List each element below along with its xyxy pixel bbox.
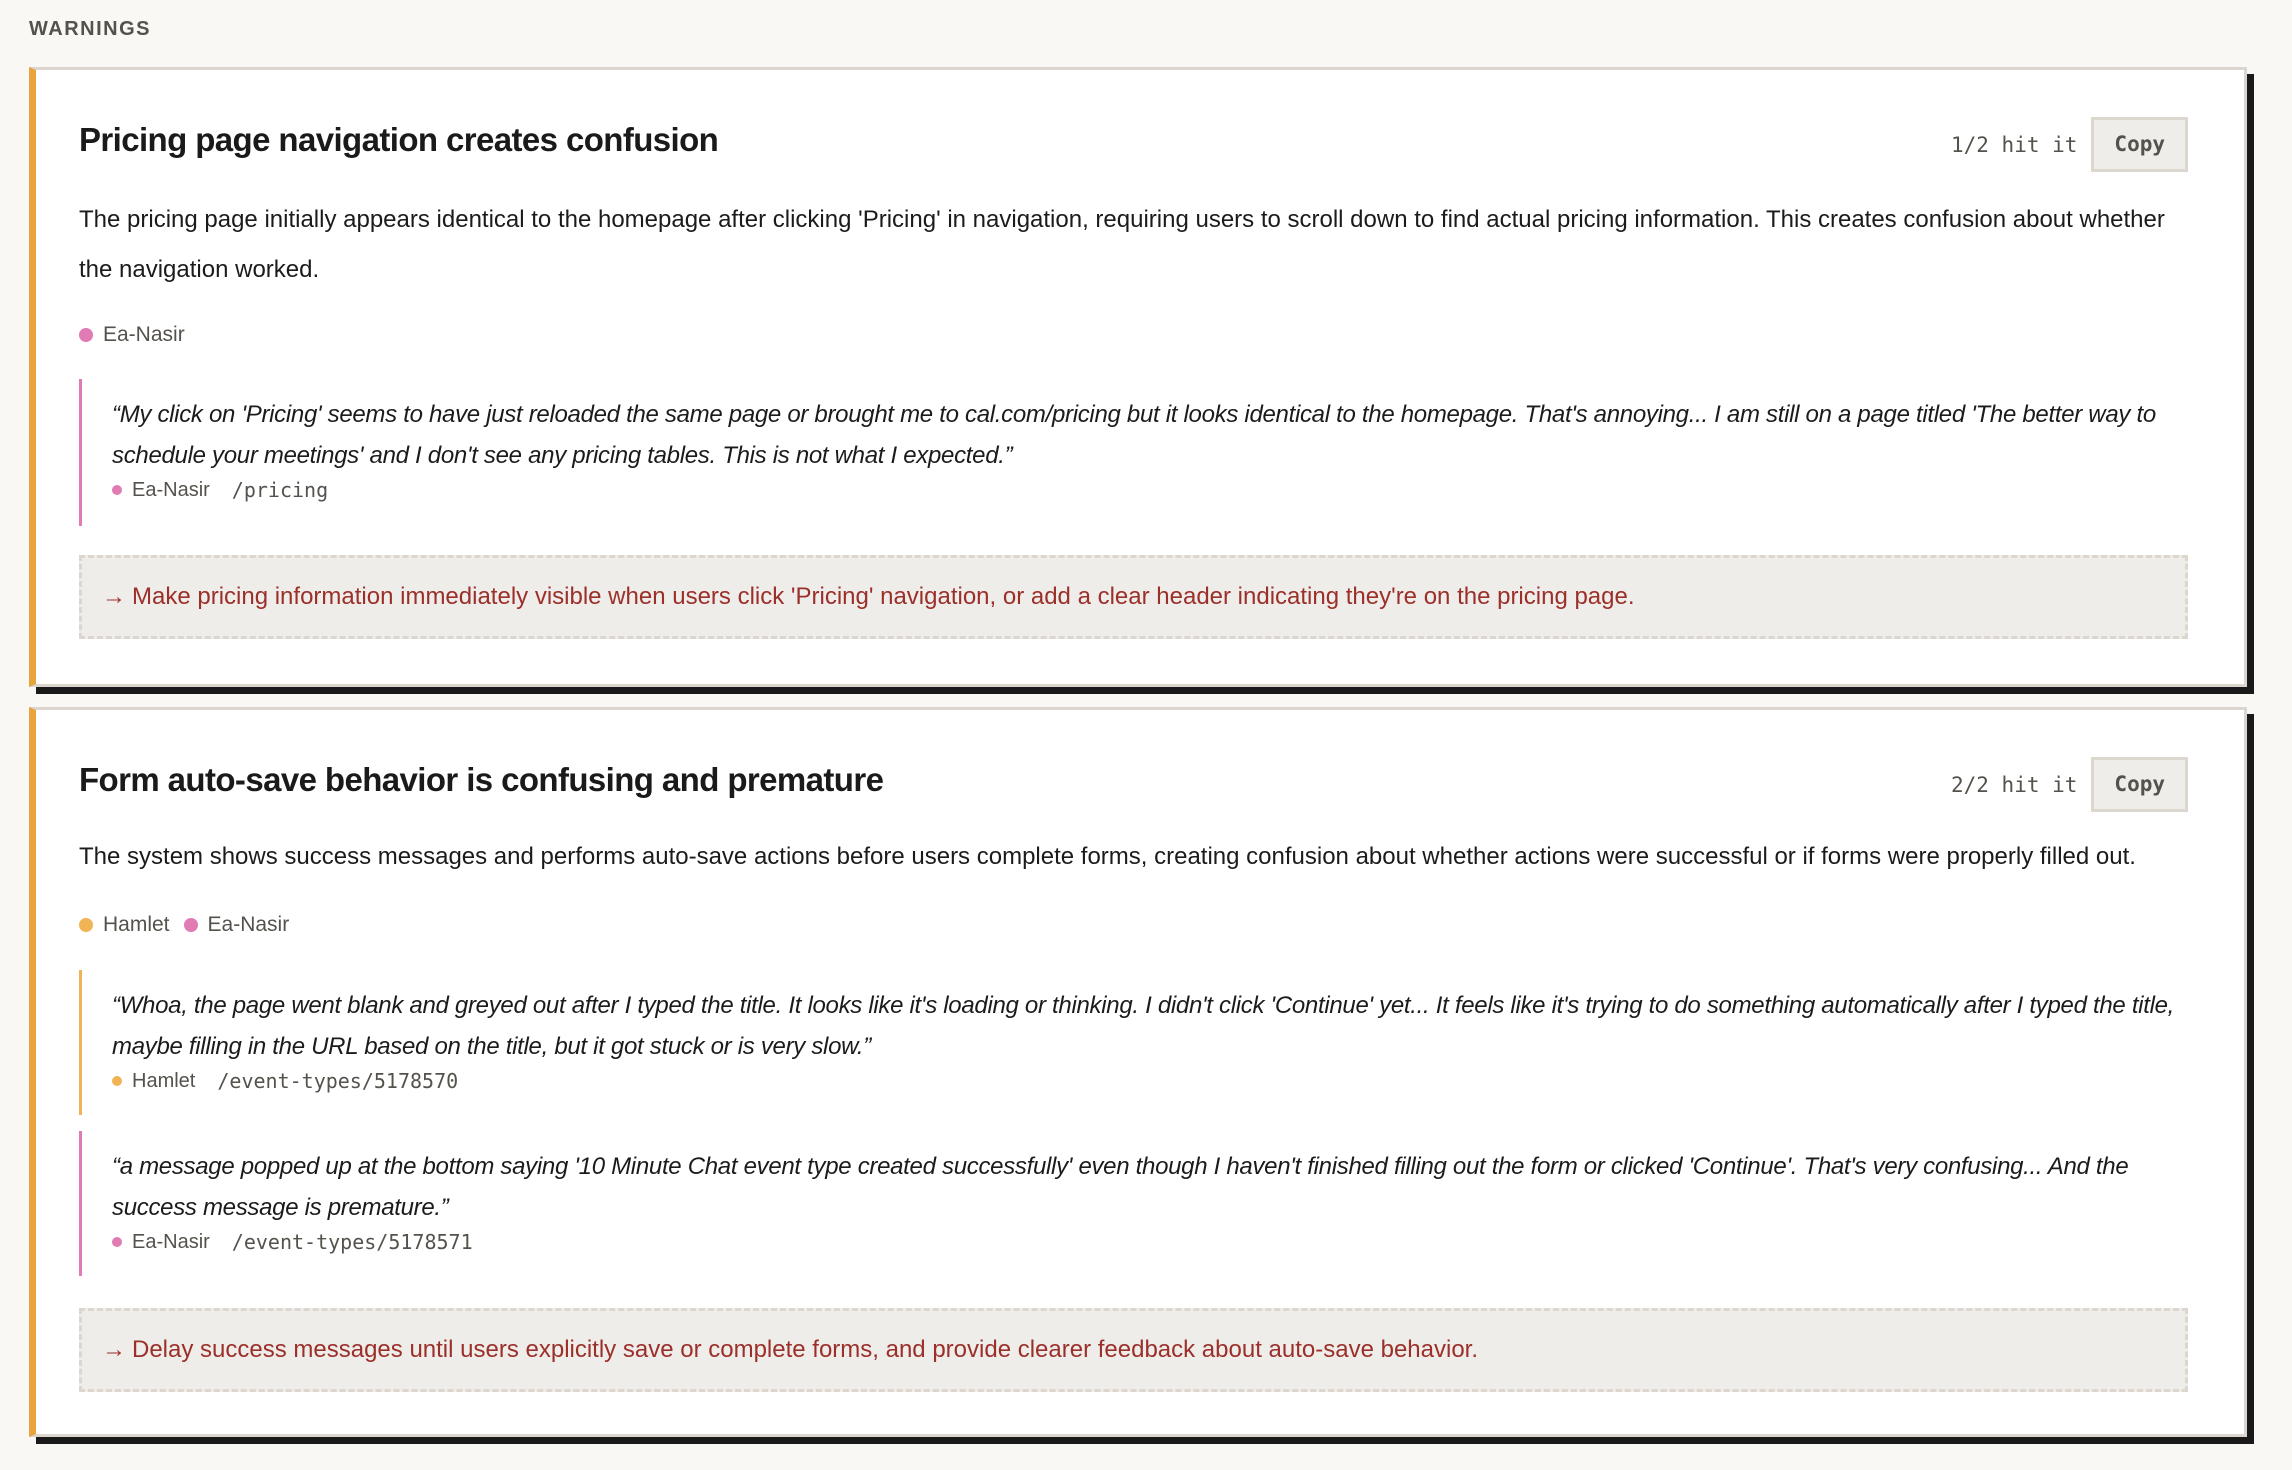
persona-name: Hamlet bbox=[103, 913, 170, 936]
persona-dot-icon bbox=[79, 328, 93, 342]
quote-block bbox=[79, 1131, 2188, 1276]
quote-text: “Whoa, the page went blank and greyed out after I typed the title. It looks like it's loading or thinking. I didn't click 'Continue' yet... It feels like it's trying to do something automatically after I typed the title, maybe filling in the URL based on the title, but it got stuck or is very slow.” bbox=[112, 992, 2175, 1060]
hit-count: 1/2 hit it bbox=[1950, 132, 2078, 157]
quote-path: /event-types/5178571 bbox=[231, 1230, 473, 1254]
persona-dot-icon bbox=[184, 918, 198, 932]
persona-tag bbox=[79, 913, 170, 937]
quote-block bbox=[79, 379, 2188, 526]
recommendation-text: Make pricing information immediately visible when users click 'Pricing' navigation, or add a clear header indicating they're on the pricing page. bbox=[132, 583, 1635, 610]
recommendation-box bbox=[79, 1308, 2188, 1392]
quote-persona: Ea-Nasir bbox=[132, 478, 210, 501]
arrow-right-icon: → bbox=[102, 583, 126, 610]
quote-meta bbox=[112, 1067, 2188, 1109]
quote-path: /event-types/5178570 bbox=[217, 1069, 459, 1093]
persona-tag bbox=[79, 323, 185, 347]
quote-persona: Ea-Nasir bbox=[132, 1230, 210, 1253]
persona-tag bbox=[184, 913, 290, 937]
persona-name: Ea-Nasir bbox=[103, 323, 185, 346]
card-header bbox=[79, 757, 2188, 809]
arrow-right-icon: → bbox=[102, 1336, 126, 1363]
persona-name: Ea-Nasir bbox=[207, 913, 290, 936]
persona-dot-icon bbox=[112, 485, 122, 495]
card-header bbox=[79, 117, 2188, 169]
warning-card bbox=[29, 67, 2247, 687]
card-description: The pricing page initially appears identical to the homepage after clicking 'Pricing' in navigation, requiring users to scroll down to find actual pricing information. This creates confusion about whether the navigation worked. bbox=[79, 206, 2165, 283]
persona-list bbox=[79, 323, 185, 347]
card-actions bbox=[1951, 757, 2188, 812]
quote-persona: Hamlet bbox=[132, 1069, 196, 1092]
hit-count: 2/2 hit it bbox=[1950, 772, 2078, 797]
warning-card bbox=[29, 707, 2247, 1437]
quote-block bbox=[79, 970, 2188, 1115]
copy-button[interactable]: Copy bbox=[2091, 757, 2188, 812]
persona-list bbox=[79, 913, 289, 937]
quote-text: “My click on 'Pricing' seems to have just reloaded the same page or brought me to cal.com/pricing but it looks identical to the homepage. That's annoying... I am still on a page titled 'The better way to schedule your meetings' and I don't see any pricing tables. This is not what I expected.” bbox=[112, 401, 2156, 469]
section-label-warnings: WARNINGS bbox=[29, 18, 151, 40]
persona-dot-icon bbox=[112, 1237, 122, 1247]
card-description: The system shows success messages and performs auto-save actions before users complete forms, creating confusion about whether actions were successful or if forms were properly filled out. bbox=[79, 843, 2136, 870]
quote-text: “a message popped up at the bottom saying '10 Minute Chat event type created successfully' even though I haven't finished filling out the form or clicked 'Continue'. That's very confusing... And the success message is premature.” bbox=[112, 1153, 2129, 1221]
persona-dot-icon bbox=[79, 918, 93, 932]
recommendation-box bbox=[79, 555, 2188, 639]
quote-meta bbox=[112, 1228, 2188, 1270]
card-title: Pricing page navigation creates confusion bbox=[79, 121, 719, 158]
copy-button[interactable]: Copy bbox=[2091, 117, 2188, 172]
card-actions bbox=[1951, 117, 2188, 172]
quote-path: /pricing bbox=[231, 478, 329, 502]
card-title: Form auto-save behavior is confusing and premature bbox=[79, 761, 884, 798]
recommendation-text: Delay success messages until users explicitly save or complete forms, and provide clearer feedback about auto-save behavior. bbox=[132, 1336, 1479, 1363]
quote-meta bbox=[112, 476, 2188, 518]
persona-dot-icon bbox=[112, 1076, 122, 1086]
